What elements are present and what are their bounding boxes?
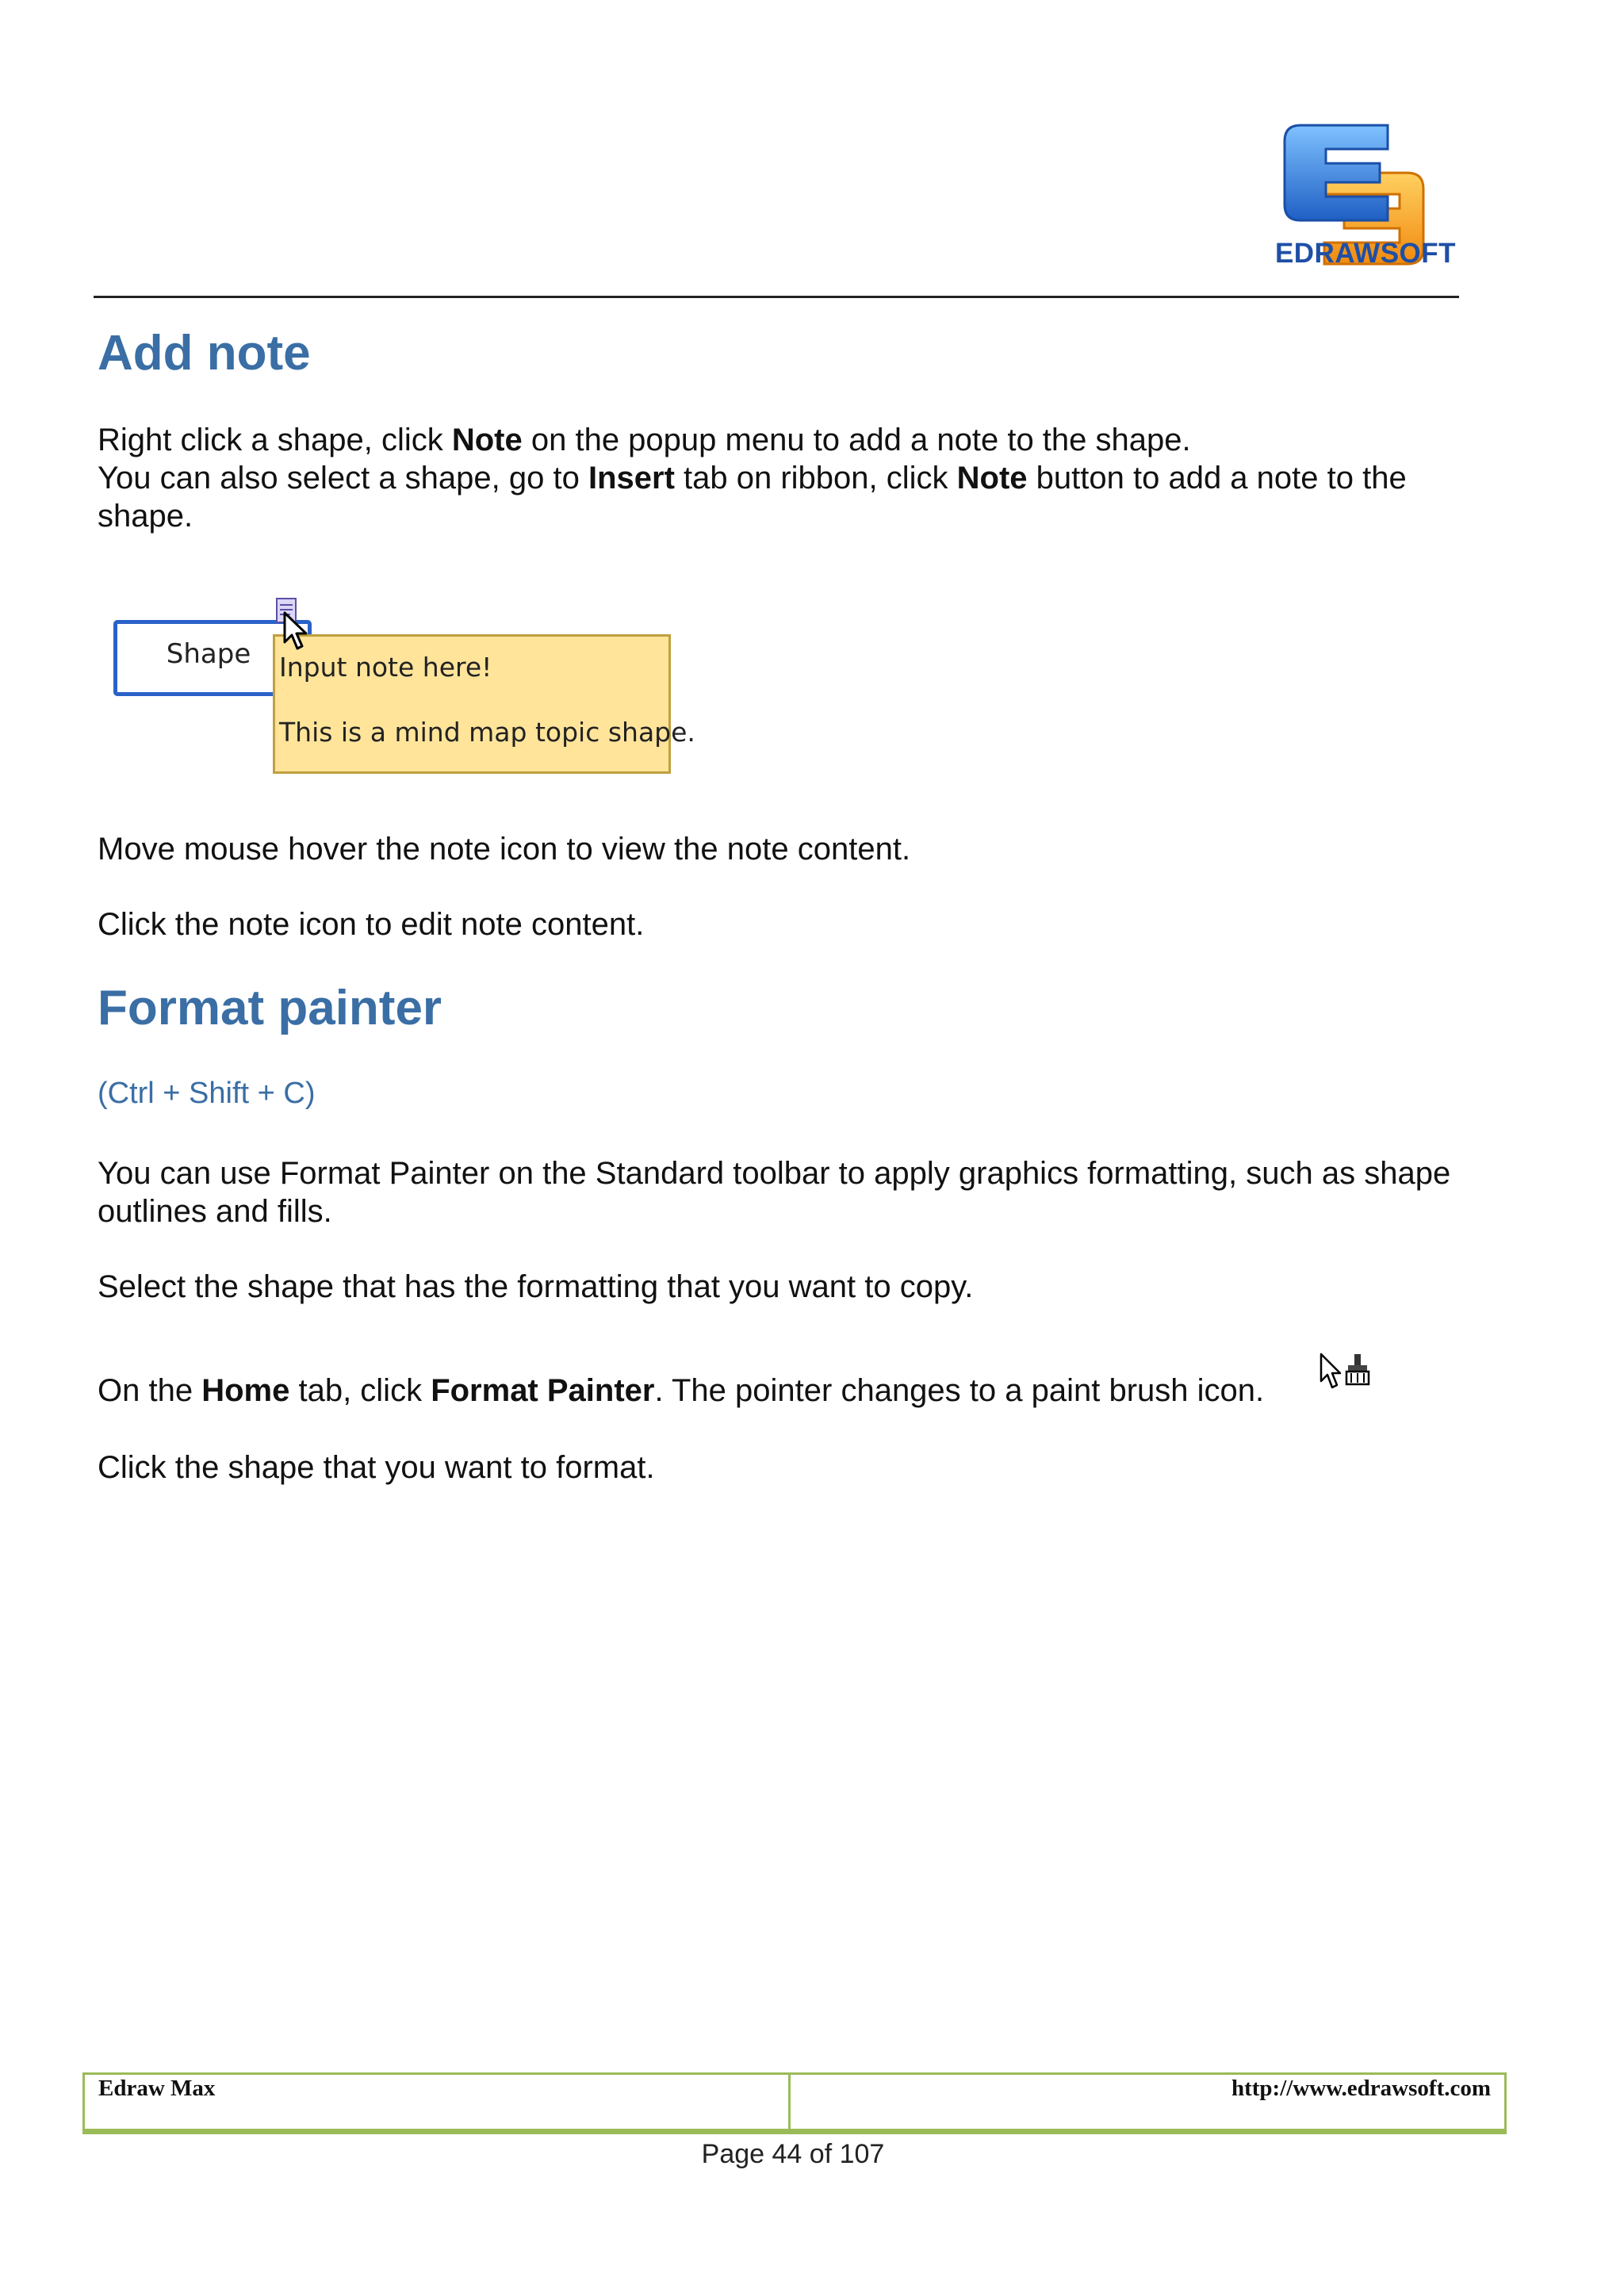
footer-product-name: Edraw Max [98, 2076, 216, 2101]
add-note-paragraph-4: Click the note icon to edit note content. [98, 907, 645, 942]
footer-website-link[interactable]: http://www.edrawsoft.com [1231, 2076, 1491, 2101]
format-painter-paragraph-2: Select the shape that has the formatting that you want to copy. [98, 1269, 974, 1304]
note-popup-line-2: This is a mind map topic shape. [279, 717, 695, 748]
mindmap-shape-label: Shape [166, 638, 251, 670]
add-note-paragraph-3: Move mouse hover the note icon to view the note content. [98, 832, 911, 867]
footer-divider [788, 2072, 791, 2134]
paint-brush-cursor-icon [1318, 1351, 1375, 1392]
format-painter-heading: Format painter [98, 981, 442, 1035]
format-painter-paragraph-1: You can use Format Painter on the Standard toolbar to apply graphics formatting, such as shape outlines and fills. [98, 1156, 1451, 1229]
add-note-paragraph-1: Right click a shape, click Note on the popup menu to add a note to the shape. [98, 423, 1191, 457]
format-painter-shortcut: (Ctrl + Shift + C) [98, 1077, 316, 1110]
format-painter-paragraph-3: On the Home tab, click Format Painter. The pointer changes to a paint brush icon. [98, 1373, 1265, 1408]
format-painter-paragraph-4: Click the shape that you want to format. [98, 1450, 655, 1485]
add-note-heading: Add note [98, 326, 311, 381]
arrow-cursor-icon [282, 610, 309, 652]
header-divider [94, 296, 1459, 298]
page-number: Page 44 of 107 [701, 2139, 885, 2169]
add-note-paragraph-2: You can also select a shape, go to Insert tab on ribbon, click Note button to add a note to the shape. [98, 461, 1407, 534]
logo-text: EDRAWSOFT [1274, 238, 1457, 269]
note-popup-line-1: Input note here! [279, 652, 492, 683]
